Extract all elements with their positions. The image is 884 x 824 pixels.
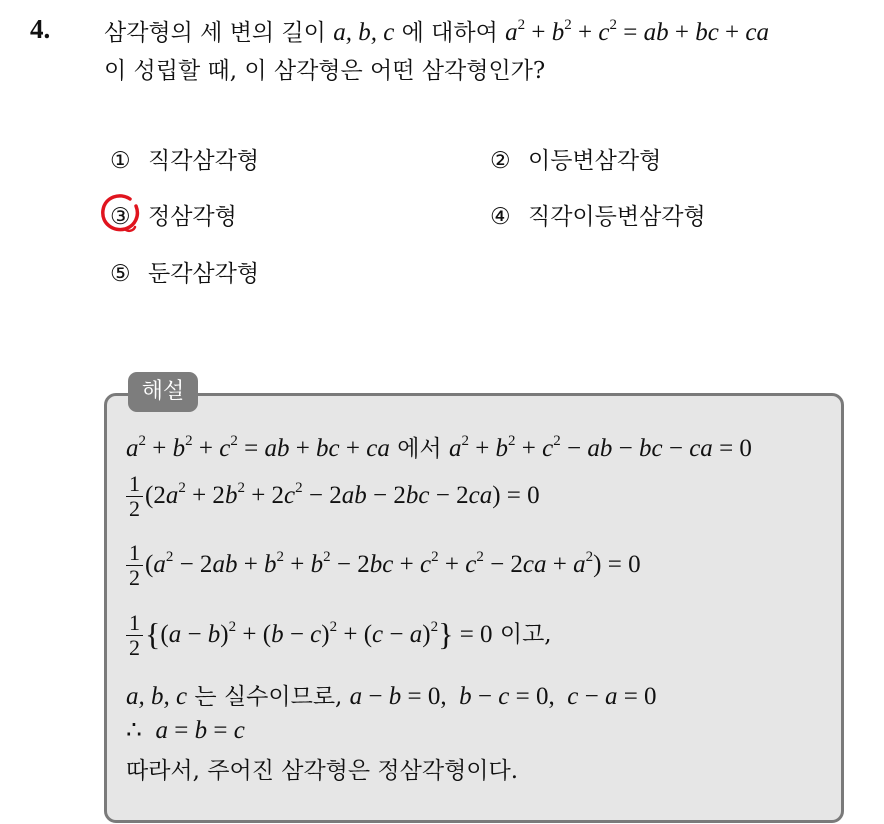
choice-label: 직각이등변삼각형 [528, 204, 706, 230]
choice-number: ② [490, 148, 511, 174]
fraction-half: $\frac{1}{2}$ [126, 541, 143, 590]
fraction-half: $\frac{1}{2}$ [126, 472, 143, 521]
choice-5[interactable] [110, 255, 259, 288]
solution-tag: 해설 [128, 372, 198, 412]
choice-1[interactable] [110, 142, 259, 175]
solution-line5-vars: a, b, c [126, 683, 188, 710]
choice-2[interactable] [490, 142, 661, 175]
choice-number: ⑤ [110, 261, 131, 287]
question-number: 4. [30, 14, 51, 44]
choice-label: 직각삼각형 [148, 148, 260, 174]
solution-line-1: $a^2 + b^2 + c^2$ = ab + bc + ca 에서 $a^2 + b^2 + c^2$ − ab − bc − ca = 0 [126, 433, 752, 462]
question-text-line1 [104, 14, 769, 47]
question-text-part1: 삼각형의 세 변의 길이 [104, 20, 326, 46]
solution-line-5: a, b, c 는 실수이므로, a − b = 0, b − c = 0, c − a = 0 [126, 683, 657, 710]
choice-label: 이등변삼각형 [528, 148, 662, 174]
choice-number: ① [110, 148, 131, 174]
solution-line-4: $\frac{1}{2}$ $\{(a - b)^2 + (b - c)^2 + (c - a)^2\} = 0$ 이고, [126, 611, 552, 660]
solution-conclusion: 따라서, 주어진 삼각형은 정삼각형이다. [126, 758, 519, 784]
choice-label: 정삼각형 [148, 204, 237, 230]
solution-line-2: $\frac{1}{2}$ $(2a^2 + 2b^2 + 2c^2 - 2ab - 2bc - 2ca) = 0$ [126, 472, 540, 521]
solution-line5-text: 는 실수이므로, [194, 684, 343, 710]
therefore-symbol: ∴ [126, 717, 142, 744]
solution-line-6: ∴ a = b = c [126, 717, 245, 744]
question-vars: a, b, c [333, 19, 395, 46]
choice-number: ③ [110, 204, 131, 230]
solution-line1-mid: 에서 [397, 436, 442, 462]
choice-4[interactable] [490, 198, 706, 231]
question-equation: $a^2 + b^2 + c^2$ = ab + bc + ca [505, 17, 770, 46]
solution-line4-suffix: 이고, [499, 621, 552, 648]
answer-circle-mark-icon [100, 192, 142, 234]
choice-label: 둔각삼각형 [148, 261, 260, 287]
question-text-line2: 이 성립할 때, 이 삼각형은 어떤 삼각형인가? [104, 58, 546, 84]
solution-line-3: $\frac{1}{2}$ $(a^2 - 2ab + b^2 + b^2 - 2bc + c^2 + c^2 - 2ca + a^2) = 0$ [126, 541, 641, 590]
fraction-half: $\frac{1}{2}$ [126, 611, 143, 660]
choice-number: ④ [490, 204, 511, 230]
question-text-part2: 에 대하여 [401, 20, 498, 46]
